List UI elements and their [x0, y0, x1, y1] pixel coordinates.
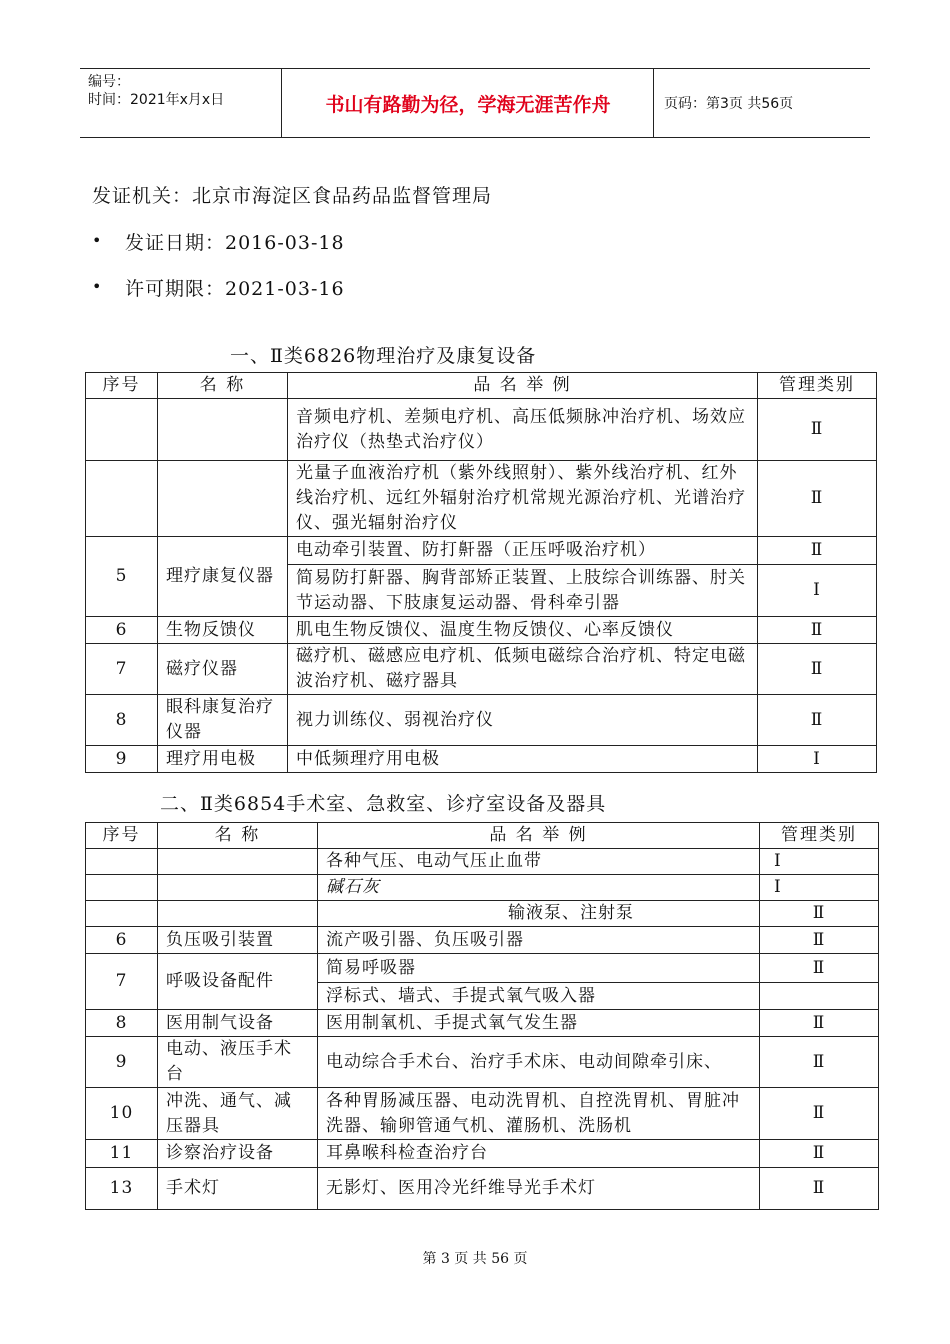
bullet-icon: • [92, 277, 102, 296]
license-expiry: 许可期限：2021-03-16 [125, 278, 345, 300]
table-row [86, 849, 879, 875]
row-example: 耳鼻喉科检查治疗台 [318, 1140, 760, 1168]
row-example: 无影灯、医用冷光纤维导光手术灯 [318, 1168, 760, 1210]
table-row [86, 1140, 879, 1168]
table-row [86, 461, 877, 537]
row-no [86, 399, 158, 461]
row-no: 9 [86, 746, 158, 773]
table-row [86, 1037, 879, 1088]
header-time: 时间：2021年x月x日 [88, 92, 225, 108]
row-class: Ⅱ [760, 1168, 879, 1210]
row-name: 医用制气设备 [158, 1010, 318, 1037]
row-class: Ⅱ [758, 617, 877, 644]
table-header-row [86, 373, 877, 399]
row-example: 输液泵、注射泵 [318, 901, 760, 927]
row-name [158, 901, 318, 927]
row-example: 电动综合手术台、治疗手术床、电动间隙牵引床、 [318, 1037, 760, 1088]
row-name: 生物反馈仪 [158, 617, 288, 644]
section2-table [85, 822, 879, 1210]
col-header-no: 序号 [86, 823, 158, 849]
header-page: 页码：第3页 共56页 [664, 96, 794, 112]
row-class: Ⅰ [758, 565, 877, 617]
header-motto: 书山有路勤为径，学海无涯苦作舟 [283, 69, 654, 137]
row-class: Ⅰ [758, 746, 877, 773]
col-header-class: 管理类别 [758, 373, 877, 399]
row-class: Ⅱ [758, 461, 877, 537]
col-header-no: 序号 [86, 373, 158, 399]
header-number: 编号： [88, 74, 130, 90]
row-no: 11 [86, 1140, 158, 1168]
table-row [86, 1010, 879, 1037]
table-row [86, 901, 879, 927]
row-name: 电动、液压手术台 [158, 1037, 318, 1088]
row-example: 中低频理疗用电极 [288, 746, 758, 773]
page-footer: 第 3 页 共 56 页 [422, 1251, 528, 1267]
col-header-class: 管理类别 [760, 823, 879, 849]
row-class: Ⅱ [758, 695, 877, 746]
row-class: Ⅰ [760, 849, 879, 875]
row-class: Ⅱ [760, 1037, 879, 1088]
section1-title: 一、Ⅱ类6826物理治疗及康复设备 [230, 345, 537, 367]
row-class: Ⅱ [760, 901, 879, 927]
row-no [86, 849, 158, 875]
row-example: 各种气压、电动气压止血带 [318, 849, 760, 875]
row-class: Ⅱ [760, 1088, 879, 1140]
row-no: 6 [86, 927, 158, 954]
section2-title: 二、Ⅱ类6854手术室、急救室、诊疗室设备及器具 [160, 793, 607, 815]
col-header-example: 品 名 举 例 [318, 823, 760, 849]
row-example: 肌电生物反馈仪、温度生物反馈仪、心率反馈仪 [288, 617, 758, 644]
row-class: Ⅱ [758, 644, 877, 695]
table-row [86, 927, 879, 954]
row-example: 医用制氧机、手提式氧气发生器 [318, 1010, 760, 1037]
col-header-example: 品 名 举 例 [288, 373, 758, 399]
row-no [86, 901, 158, 927]
row-name: 磁疗仪器 [158, 644, 288, 695]
col-header-name: 名 称 [158, 373, 288, 399]
row-example: 碱石灰 [318, 875, 760, 901]
row-class: Ⅱ [760, 927, 879, 954]
table-row [86, 954, 879, 983]
page-header [80, 68, 870, 138]
table-row [86, 1088, 879, 1140]
row-class [760, 983, 879, 1010]
table-row [86, 644, 877, 695]
row-no: 8 [86, 1010, 158, 1037]
issuing-authority: 发证机关：北京市海淀区食品药品监督管理局 [92, 185, 493, 207]
row-example: 磁疗机、磁感应电疗机、低频电磁综合治疗机、特定电磁波治疗机、磁疗器具 [288, 644, 758, 695]
row-class: Ⅰ [760, 875, 879, 901]
row-example: 光量子血液治疗机（紫外线照射）、紫外线治疗机、红外线治疗机、远红外辐射治疗机常规光源治疗机、光谱治疗仪、强光辐射治疗仪 [288, 461, 758, 537]
table-row [86, 695, 877, 746]
row-example: 简易防打鼾器、胸背部矫正装置、上肢综合训练器、肘关节运动器、下肢康复运动器、骨科牵引器 [288, 565, 758, 617]
header-meta [80, 69, 282, 137]
issue-date: 发证日期：2016-03-18 [125, 232, 345, 254]
row-class: Ⅱ [758, 537, 877, 565]
row-name: 眼科康复治疗仪器 [158, 695, 288, 746]
row-example: 音频电疗机、差频电疗机、高压低频脉冲治疗机、场效应治疗仪（热垫式治疗仪） [288, 399, 758, 461]
row-class: Ⅱ [760, 954, 879, 983]
row-example: 电动牵引装置、防打鼾器（正压呼吸治疗机） [288, 537, 758, 565]
row-name [158, 849, 318, 875]
row-example: 流产吸引器、负压吸引器 [318, 927, 760, 954]
row-no: 9 [86, 1037, 158, 1088]
row-name: 理疗康复仪器 [158, 537, 288, 617]
row-no: 8 [86, 695, 158, 746]
row-class: Ⅱ [760, 1010, 879, 1037]
table-row [86, 617, 877, 644]
row-name: 理疗用电极 [158, 746, 288, 773]
row-example: 简易呼吸器 [318, 954, 760, 983]
row-no: 10 [86, 1088, 158, 1140]
bullet-icon: • [92, 231, 102, 250]
row-no [86, 875, 158, 901]
table-row [86, 399, 877, 461]
row-example: 视力训练仪、弱视治疗仪 [288, 695, 758, 746]
row-no: 7 [86, 954, 158, 1010]
table-row [86, 537, 877, 565]
section1-table [85, 372, 877, 773]
row-no: 13 [86, 1168, 158, 1210]
row-name: 诊察治疗设备 [158, 1140, 318, 1168]
col-header-name: 名 称 [158, 823, 318, 849]
row-example: 各种胃肠减压器、电动洗胃机、自控洗胃机、胃脏冲洗器、输卵管通气机、灌肠机、洗肠机 [318, 1088, 760, 1140]
row-no: 5 [86, 537, 158, 617]
row-name: 呼吸设备配件 [158, 954, 318, 1010]
row-no: 6 [86, 617, 158, 644]
row-name [158, 461, 288, 537]
row-name [158, 399, 288, 461]
row-name: 负压吸引装置 [158, 927, 318, 954]
table-row [86, 1168, 879, 1210]
row-example: 浮标式、墙式、手提式氧气吸入器 [318, 983, 760, 1010]
row-no: 7 [86, 644, 158, 695]
table-row [86, 875, 879, 901]
row-name [158, 875, 318, 901]
row-no [86, 461, 158, 537]
row-class: Ⅱ [760, 1140, 879, 1168]
table-row [86, 746, 877, 773]
row-name: 手术灯 [158, 1168, 318, 1210]
row-name: 冲洗、通气、减压器具 [158, 1088, 318, 1140]
table-header-row [86, 823, 879, 849]
row-class: Ⅱ [758, 399, 877, 461]
